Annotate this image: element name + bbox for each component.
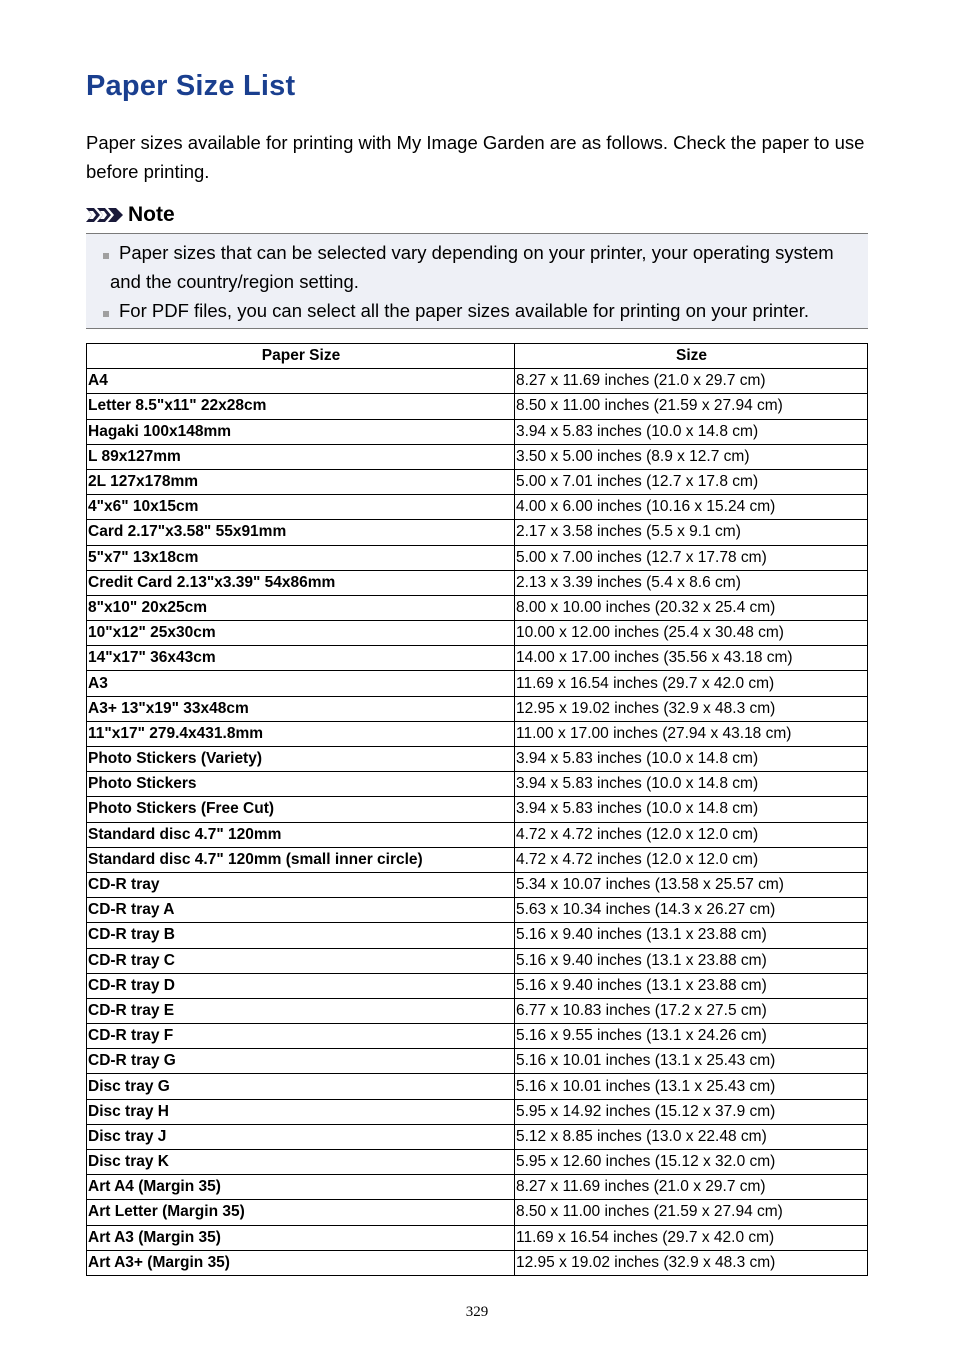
table-row <box>87 1200 868 1225</box>
table-row <box>87 1124 868 1149</box>
paper-size-dimensions-cell: 4.00 x 6.00 inches (10.16 x 15.24 cm) <box>515 495 868 520</box>
paper-size-name-cell: CD-R tray F <box>87 1024 515 1049</box>
table-body <box>87 369 868 1276</box>
paper-size-dimensions-cell: 10.00 x 12.00 inches (25.4 x 30.48 cm) <box>515 621 868 646</box>
paper-size-dimensions-cell: 4.72 x 4.72 inches (12.0 x 12.0 cm) <box>515 822 868 847</box>
note-item <box>110 296 850 325</box>
note-heading <box>86 201 175 229</box>
paper-size-name-cell: 14"x17" 36x43cm <box>87 646 515 671</box>
table-row <box>87 520 868 545</box>
table-row <box>87 469 868 494</box>
paper-size-dimensions-cell: 3.94 x 5.83 inches (10.0 x 14.8 cm) <box>515 772 868 797</box>
paper-size-name-cell: CD-R tray D <box>87 973 515 998</box>
paper-size-name-cell: CD-R tray E <box>87 998 515 1023</box>
paper-size-dimensions-cell: 5.16 x 9.55 inches (13.1 x 24.26 cm) <box>515 1024 868 1049</box>
table-row <box>87 747 868 772</box>
paper-size-dimensions-cell: 3.94 x 5.83 inches (10.0 x 14.8 cm) <box>515 419 868 444</box>
paper-size-name-cell: Letter 8.5"x11" 22x28cm <box>87 394 515 419</box>
paper-size-dimensions-cell: 14.00 x 17.00 inches (35.56 x 43.18 cm) <box>515 646 868 671</box>
note-item <box>110 238 850 296</box>
paper-size-name-cell: CD-R tray G <box>87 1049 515 1074</box>
table-row <box>87 1175 868 1200</box>
paper-size-name-cell: CD-R tray C <box>87 948 515 973</box>
paper-size-dimensions-cell: 6.77 x 10.83 inches (17.2 x 27.5 cm) <box>515 998 868 1023</box>
paper-size-dimensions-cell: 5.95 x 12.60 inches (15.12 x 32.0 cm) <box>515 1150 868 1175</box>
paper-size-name-cell: 8"x10" 20x25cm <box>87 595 515 620</box>
table-row <box>87 822 868 847</box>
paper-size-name-cell: Art A3 (Margin 35) <box>87 1225 515 1250</box>
table-row <box>87 772 868 797</box>
table-row <box>87 696 868 721</box>
table-row <box>87 1049 868 1074</box>
page-title: Paper Size List <box>86 70 296 102</box>
paper-size-dimensions-cell: 12.95 x 19.02 inches (32.9 x 48.3 cm) <box>515 1250 868 1275</box>
table-row <box>87 1250 868 1275</box>
paper-size-dimensions-cell: 5.00 x 7.00 inches (12.7 x 17.78 cm) <box>515 545 868 570</box>
paper-size-name-cell: Art Letter (Margin 35) <box>87 1200 515 1225</box>
paper-size-dimensions-cell: 3.94 x 5.83 inches (10.0 x 14.8 cm) <box>515 797 868 822</box>
paper-size-name-cell: Photo Stickers <box>87 772 515 797</box>
paper-size-dimensions-cell: 5.16 x 10.01 inches (13.1 x 25.43 cm) <box>515 1049 868 1074</box>
paper-size-dimensions-cell: 5.95 x 14.92 inches (15.12 x 37.9 cm) <box>515 1099 868 1124</box>
table-row <box>87 545 868 570</box>
paper-size-name-cell: Art A4 (Margin 35) <box>87 1175 515 1200</box>
table-row <box>87 1225 868 1250</box>
paper-size-dimensions-cell: 8.27 x 11.69 inches (21.0 x 29.7 cm) <box>515 1175 868 1200</box>
note-item-text: For PDF files, you can select all the paper sizes available for printing on your printer. <box>119 300 809 321</box>
square-bullet-icon <box>103 311 109 317</box>
paper-size-dimensions-cell: 11.69 x 16.54 inches (29.7 x 42.0 cm) <box>515 671 868 696</box>
paper-size-name-cell: CD-R tray <box>87 872 515 897</box>
table-row <box>87 671 868 696</box>
paper-size-name-cell: A4 <box>87 369 515 394</box>
paper-size-dimensions-cell: 5.16 x 10.01 inches (13.1 x 25.43 cm) <box>515 1074 868 1099</box>
table-row <box>87 444 868 469</box>
paper-size-name-cell: A3+ 13"x19" 33x48cm <box>87 696 515 721</box>
note-item-text: Paper sizes that can be selected vary depending on your printer, your operating system and the country/region setting. <box>110 242 834 292</box>
column-header-size: Size <box>515 344 868 369</box>
paper-size-name-cell: Hagaki 100x148mm <box>87 419 515 444</box>
table-row <box>87 1099 868 1124</box>
paper-size-dimensions-cell: 8.27 x 11.69 inches (21.0 x 29.7 cm) <box>515 369 868 394</box>
table-row <box>87 1074 868 1099</box>
paper-size-dimensions-cell: 2.13 x 3.39 inches (5.4 x 8.6 cm) <box>515 570 868 595</box>
paper-size-name-cell: L 89x127mm <box>87 444 515 469</box>
paper-size-dimensions-cell: 5.16 x 9.40 inches (13.1 x 23.88 cm) <box>515 948 868 973</box>
table-row <box>87 646 868 671</box>
paper-size-dimensions-cell: 12.95 x 19.02 inches (32.9 x 48.3 cm) <box>515 696 868 721</box>
paper-size-dimensions-cell: 8.50 x 11.00 inches (21.59 x 27.94 cm) <box>515 1200 868 1225</box>
table-header-row <box>87 344 868 369</box>
paper-size-name-cell: CD-R tray A <box>87 898 515 923</box>
table-row <box>87 847 868 872</box>
column-header-paper-size: Paper Size <box>87 344 515 369</box>
note-arrows-icon <box>86 206 124 224</box>
paper-size-table <box>86 343 868 1276</box>
paper-size-dimensions-cell: 5.63 x 10.34 inches (14.3 x 26.27 cm) <box>515 898 868 923</box>
note-box <box>86 233 868 329</box>
paper-size-name-cell: 10"x12" 25x30cm <box>87 621 515 646</box>
paper-size-name-cell: Credit Card 2.13"x3.39" 54x86mm <box>87 570 515 595</box>
paper-size-name-cell: Art A3+ (Margin 35) <box>87 1250 515 1275</box>
table-row <box>87 495 868 520</box>
paper-size-dimensions-cell: 3.50 x 5.00 inches (8.9 x 12.7 cm) <box>515 444 868 469</box>
table-row <box>87 973 868 998</box>
intro-paragraph: Paper sizes available for printing with My Image Garden are as follows. Check the paper to use before printing. <box>86 132 865 182</box>
page-number: 329 <box>465 1304 489 1320</box>
note-label: Note <box>128 203 175 226</box>
paper-size-name-cell: Photo Stickers (Free Cut) <box>87 797 515 822</box>
paper-size-dimensions-cell: 3.94 x 5.83 inches (10.0 x 14.8 cm) <box>515 747 868 772</box>
paper-size-name-cell: Standard disc 4.7" 120mm (small inner circle) <box>87 847 515 872</box>
paper-size-name-cell: Disc tray H <box>87 1099 515 1124</box>
table-row <box>87 595 868 620</box>
paper-size-name-cell: A3 <box>87 671 515 696</box>
paper-size-name-cell: CD-R tray B <box>87 923 515 948</box>
paper-size-name-cell: Disc tray J <box>87 1124 515 1149</box>
table-row <box>87 998 868 1023</box>
paper-size-name-cell: Photo Stickers (Variety) <box>87 747 515 772</box>
table-row <box>87 394 868 419</box>
square-bullet-icon <box>103 253 109 259</box>
paper-size-dimensions-cell: 4.72 x 4.72 inches (12.0 x 12.0 cm) <box>515 847 868 872</box>
paper-size-dimensions-cell: 5.34 x 10.07 inches (13.58 x 25.57 cm) <box>515 872 868 897</box>
paper-size-dimensions-cell: 5.12 x 8.85 inches (13.0 x 22.48 cm) <box>515 1124 868 1149</box>
table-row <box>87 948 868 973</box>
paper-size-name-cell: Disc tray K <box>87 1150 515 1175</box>
paper-size-name-cell: 2L 127x178mm <box>87 469 515 494</box>
paper-size-name-cell: 4"x6" 10x15cm <box>87 495 515 520</box>
paper-size-name-cell: 5"x7" 13x18cm <box>87 545 515 570</box>
table-row <box>87 923 868 948</box>
table-row <box>87 721 868 746</box>
paper-size-dimensions-cell: 8.00 x 10.00 inches (20.32 x 25.4 cm) <box>515 595 868 620</box>
paper-size-dimensions-cell: 5.16 x 9.40 inches (13.1 x 23.88 cm) <box>515 973 868 998</box>
table-row <box>87 1150 868 1175</box>
table-row <box>87 1024 868 1049</box>
paper-size-dimensions-cell: 5.00 x 7.01 inches (12.7 x 17.8 cm) <box>515 469 868 494</box>
paper-size-dimensions-cell: 11.00 x 17.00 inches (27.94 x 43.18 cm) <box>515 721 868 746</box>
table-row <box>87 570 868 595</box>
paper-size-dimensions-cell: 11.69 x 16.54 inches (29.7 x 42.0 cm) <box>515 1225 868 1250</box>
table-row <box>87 369 868 394</box>
paper-size-name-cell: Disc tray G <box>87 1074 515 1099</box>
table-row <box>87 872 868 897</box>
table-row <box>87 898 868 923</box>
paper-size-name-cell: Card 2.17"x3.58" 55x91mm <box>87 520 515 545</box>
table-row <box>87 419 868 444</box>
table-row <box>87 797 868 822</box>
table-row <box>87 621 868 646</box>
paper-size-dimensions-cell: 8.50 x 11.00 inches (21.59 x 27.94 cm) <box>515 394 868 419</box>
paper-size-name-cell: Standard disc 4.7" 120mm <box>87 822 515 847</box>
paper-size-dimensions-cell: 5.16 x 9.40 inches (13.1 x 23.88 cm) <box>515 923 868 948</box>
paper-size-dimensions-cell: 2.17 x 3.58 inches (5.5 x 9.1 cm) <box>515 520 868 545</box>
paper-size-name-cell: 11"x17" 279.4x431.8mm <box>87 721 515 746</box>
